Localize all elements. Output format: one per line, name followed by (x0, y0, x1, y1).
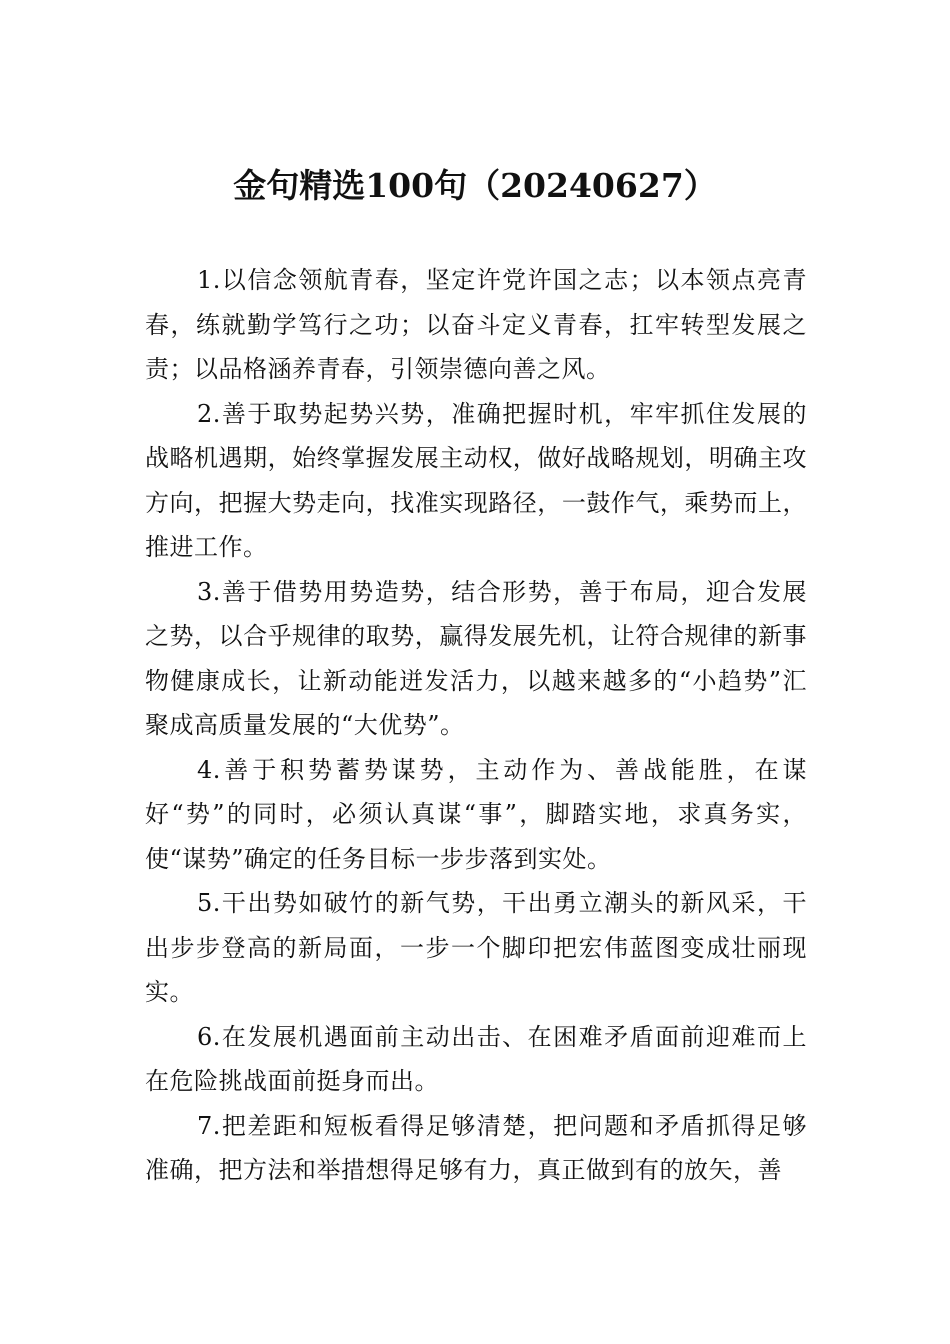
paragraph-4: 4.善于积势蓄势谋势，主动作为、善战能胜，在谋好“势”的同时，必须认真谋“事”，脚踏实地，求真务实，使“谋势”确定的任务目标一步步落到实处。 (145, 755, 807, 873)
paragraph-5: 5.干出势如破竹的新气势，干出勇立潮头的新风采，干出步步登高的新局面，一步一个脚印把宏伟蓝图变成壮丽现实。 (145, 889, 807, 1006)
paragraph-3: 3.善于借势用势造势，结合形势，善于布局，迎合发展之势，以合乎规律的取势，赢得发展先机，让符合规律的新事物健康成长，让新动能迸发活力，以越来越多的“小趋势”汇聚成高质量发展的“大优势”。 (145, 577, 807, 739)
paragraph-1: 1.以信念领航青春，坚定许党许国之志；以本领点亮青春，练就勤学笃行之功；以奋斗定义青春，扛牢转型发展之责；以品格涵养青春，引领崇德向善之风。 (145, 266, 807, 383)
paragraph-2: 2.善于取势起势兴势，准确把握时机，牢牢抓住发展的战略机遇期，始终掌握发展主动权，做好战略规划，明确主攻方向，把握大势走向，找准实现路径，一鼓作气，乘势而上，推进工作。 (145, 399, 807, 561)
document-title: 金句精选100句（20240627） (233, 166, 717, 205)
paragraph-7: 7.把差距和短板看得足够清楚，把问题和矛盾抓得足够准确，把方法和举措想得足够有力，真正做到有的放矢，善 (145, 1111, 807, 1184)
paragraph-6: 6.在发展机遇面前主动出击、在困难矛盾面前迎难而上在危险挑战面前挺身而出。 (145, 1022, 807, 1095)
document-body (145, 258, 807, 1193)
